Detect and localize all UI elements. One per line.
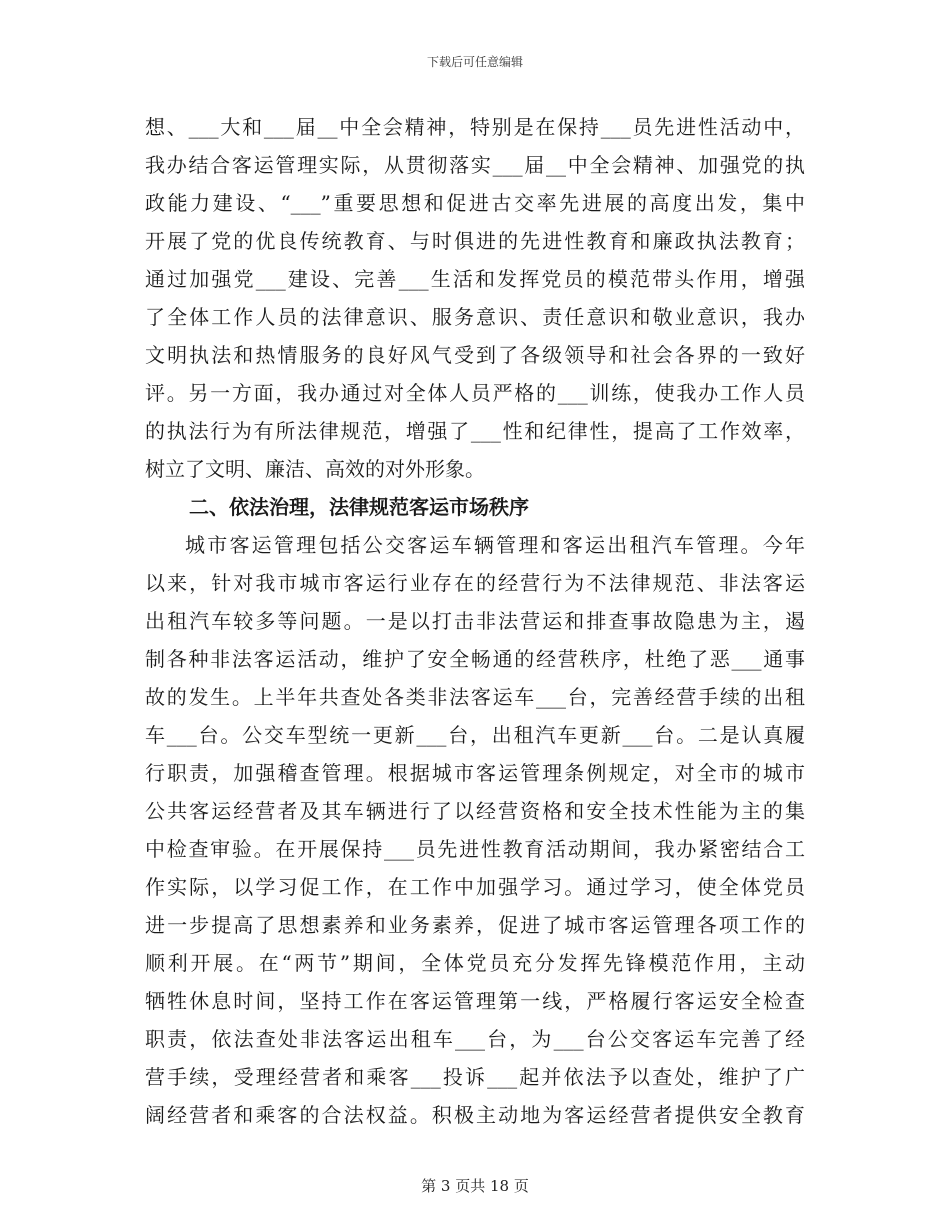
- text-line: 中检查审验。在开展保持___员先进性教育活动期间，我办紧密结合工: [145, 837, 805, 861]
- text-line: 制各种非法客运活动，维护了安全畅通的经营秩序，杜绝了恶___通事: [145, 647, 805, 671]
- text-line: 营手续，受理经营者和乘客___投诉___起并依法予以查处，维护了广: [145, 1065, 805, 1089]
- text-line: 牺牲休息时间，坚持工作在客运管理第一线，严格履行客运安全检查: [145, 989, 805, 1013]
- text-line: 公共客运经营者及其车辆进行了以经营资格和安全技术性能为主的集: [145, 799, 805, 823]
- text-line: 出租汽车较多等问题。一是以打击非法营运和排查事故隐患为主，遏: [145, 609, 805, 633]
- page-number: 第 3 页共 18 页: [421, 1177, 529, 1195]
- text-line: 以来，针对我市城市客运行业存在的经营行为不法律规范、非法客运: [145, 571, 805, 595]
- text-line: 顺利开展。在“两节”期间，全体党员充分发挥先锋模范作用，主动: [145, 951, 805, 975]
- text-line: 开展了党的优良传统教育、与时俱进的先进性教育和廉政执法教育；: [145, 229, 805, 253]
- text-line: 车___台。公交车型统一更新___台，出租汽车更新___台。二是认真履: [145, 723, 805, 747]
- page-header: 下载后可任意编辑: [426, 55, 523, 69]
- text-line: 树立了文明、廉洁、高效的对外形象。: [145, 457, 485, 481]
- document-body: [145, 108, 805, 1134]
- text-line: 阔经营者和乘客的合法权益。积极主动地为客运经营者提供安全教育: [145, 1103, 805, 1127]
- text-line: 了全体工作人员的法律意识、服务意识、责任意识和敬业意识，我办: [145, 305, 805, 329]
- text-line: 的执法行为有所法律规范，增强了___性和纪律性，提高了工作效率，: [145, 419, 805, 443]
- text-line: 评。另一方面，我办通过对全体人员严格的___训练，使我办工作人员: [145, 381, 805, 405]
- text-line: 行职责，加强稽查管理。根据城市客运管理条例规定，对全市的城市: [145, 761, 805, 785]
- section-heading: 二、依法治理，法律规范客运市场秩序: [189, 495, 529, 519]
- text-line: 故的发生。上半年共查处各类非法客运车___台，完善经营手续的出租: [145, 685, 805, 709]
- text-line: 进一步提高了思想素养和业务素养，促进了城市客运管理各项工作的: [145, 913, 805, 937]
- text-line: 政能力建设、“___”重要思想和促进古交率先进展的高度出发，集中: [145, 191, 805, 215]
- text-line: 我办结合客运管理实际，从贯彻落实___届__中全会精神、加强党的执: [145, 153, 805, 177]
- text-line: 作实际，以学习促工作，在工作中加强学习。通过学习，使全体党员: [145, 875, 805, 899]
- text-line: 城市客运管理包括公交客运车辆管理和客运出租汽车管理。今年: [185, 533, 805, 557]
- text-line: 职责，依法查处非法客运出租车___台，为___台公交客运车完善了经: [145, 1027, 805, 1051]
- text-line: 想、___大和___届__中全会精神，特别是在保持___员先进性活动中，: [145, 115, 805, 139]
- text-line: 文明执法和热情服务的良好风气受到了各级领导和社会各界的一致好: [145, 343, 805, 367]
- text-line: 通过加强党___建设、完善___生活和发挥党员的模范带头作用，增强: [145, 267, 805, 291]
